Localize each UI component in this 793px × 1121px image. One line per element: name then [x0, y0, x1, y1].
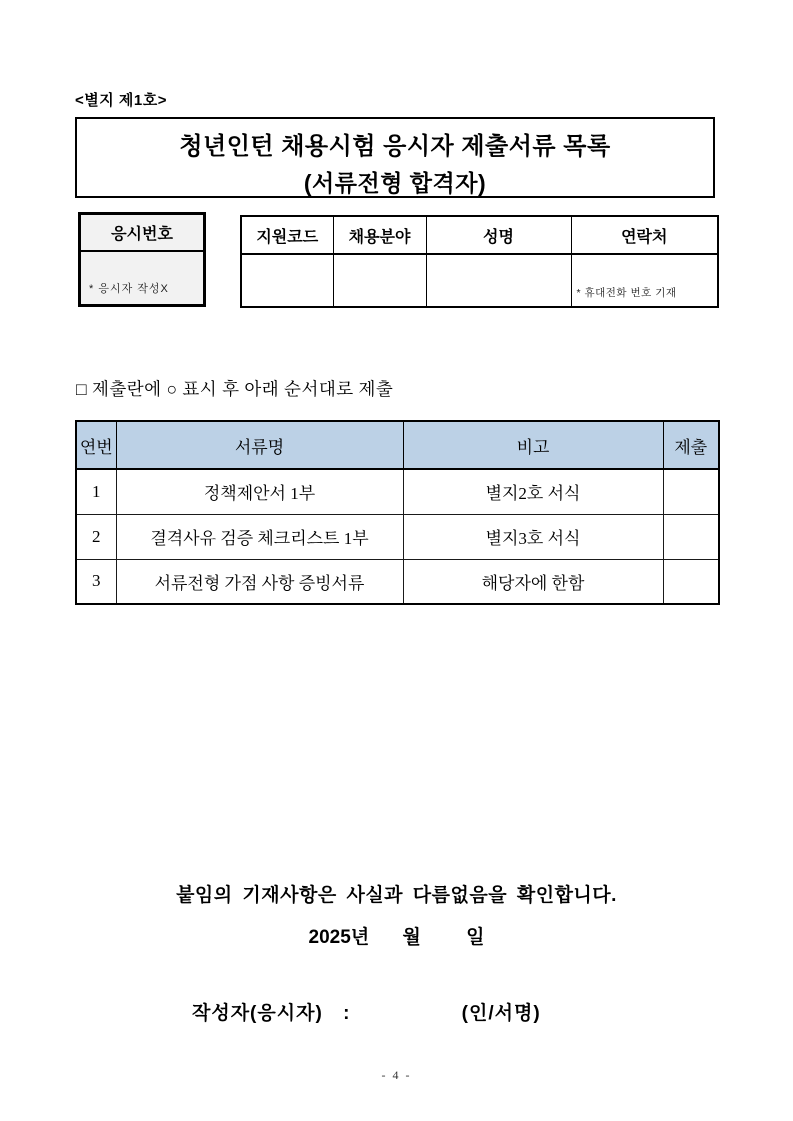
exam-number-cell[interactable]: [80, 251, 205, 306]
application-code-cell[interactable]: [241, 254, 333, 307]
col-header-number: 연번: [76, 421, 116, 469]
writer-signature-line: [192, 998, 541, 1025]
applicant-header-row: [241, 216, 718, 254]
date-month: 월: [402, 927, 421, 948]
title-box: [75, 117, 715, 198]
writer-colon: :: [343, 1003, 351, 1024]
row-number-cell: 1: [76, 469, 116, 514]
name-header: 성명: [426, 216, 571, 254]
remarks-cell: 해당자에 한함: [403, 559, 663, 604]
declaration-date: [0, 922, 793, 949]
contact-cell[interactable]: [571, 254, 718, 307]
contact-note: * 휴대전화 번호 기재: [576, 287, 677, 299]
remarks-cell: 별지3호 서식: [403, 514, 663, 559]
document-title: 청년인턴 채용시험 응시자 제출서류 목록: [179, 133, 611, 160]
document-name-cell: 정책제안서 1부: [116, 469, 403, 514]
documents-header-row: [76, 421, 719, 469]
declaration-statement: 붙임의 기재사항은 사실과 다름없음을 확인합니다.: [176, 885, 617, 906]
exam-number-header-row: [80, 214, 205, 251]
row-number-cell: 3: [76, 559, 116, 604]
exam-number-table: [78, 212, 206, 307]
table-row: [76, 514, 719, 559]
applicant-info-table: [240, 215, 719, 308]
exam-number-note: * 응시자 작성X: [89, 283, 169, 295]
row-number-cell: 2: [76, 514, 116, 559]
submit-mark-cell[interactable]: [663, 469, 719, 514]
col-header-remarks: 비고: [403, 421, 663, 469]
applicant-value-row: [241, 254, 718, 307]
application-code-header: 지원코드: [241, 216, 333, 254]
col-header-document-name: 서류명: [116, 421, 403, 469]
submission-instruction: □ 제출란에 ○ 표시 후 아래 순서대로 제출: [76, 379, 394, 399]
page-number: - 4 -: [381, 1068, 412, 1082]
document-subtitle: (서류전형 합격자): [303, 170, 487, 196]
col-header-submit: 제출: [663, 421, 719, 469]
seal-signature-label: (인/서명): [461, 1003, 541, 1024]
name-cell[interactable]: [426, 254, 571, 307]
table-row: [76, 469, 719, 514]
document-name-cell: 결격사유 검증 체크리스트 1부: [116, 514, 403, 559]
writer-label: 작성자(응시자): [192, 1003, 323, 1024]
submit-mark-cell[interactable]: [663, 514, 719, 559]
submit-mark-cell[interactable]: [663, 559, 719, 604]
contact-header: 연락처: [571, 216, 718, 254]
documents-table: [75, 420, 720, 605]
job-field-header: 채용분야: [333, 216, 426, 254]
remarks-cell: 별지2호 서식: [403, 469, 663, 514]
attachment-label: <별지 제1호>: [75, 92, 167, 109]
date-year: 2025년: [308, 927, 370, 948]
job-field-cell[interactable]: [333, 254, 426, 307]
exam-number-header: 응시번호: [80, 214, 205, 251]
top-tables-section: [78, 212, 718, 312]
date-day: 일: [466, 927, 485, 948]
table-row: [76, 559, 719, 604]
exam-number-value-row: [80, 251, 205, 306]
document-name-cell: 서류전형 가점 사항 증빙서류: [116, 559, 403, 604]
